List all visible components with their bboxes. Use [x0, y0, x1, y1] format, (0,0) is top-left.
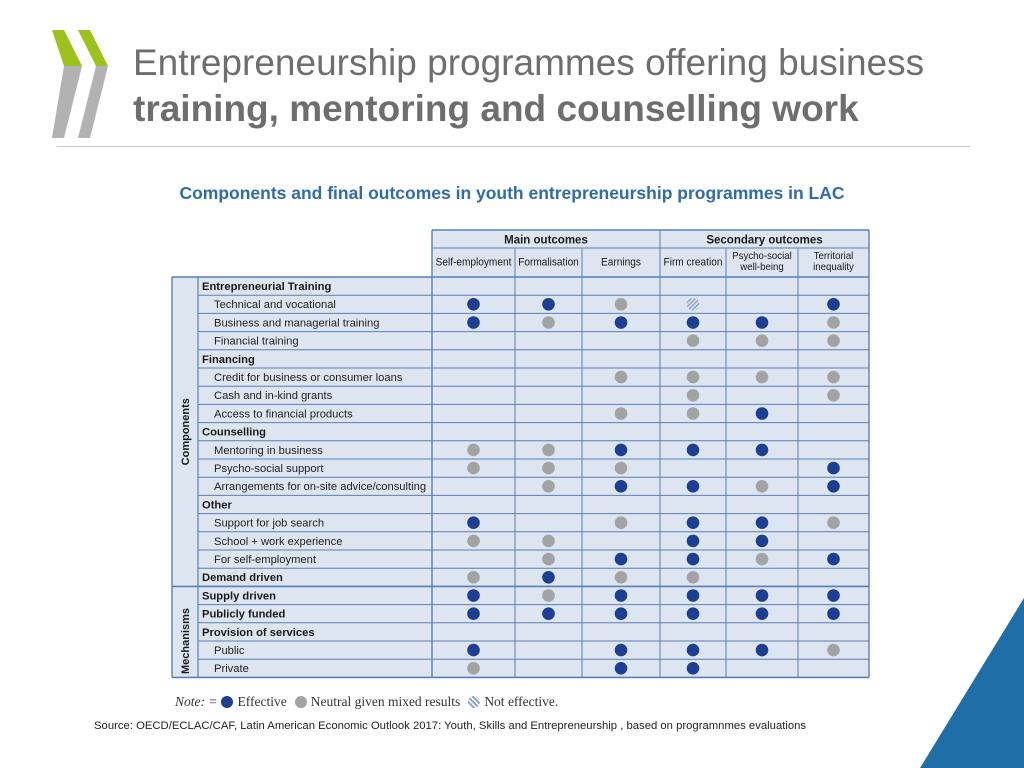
dot-effective: [756, 316, 769, 329]
dot-effective: [467, 316, 480, 329]
legend-item-not-effective: [464, 694, 558, 710]
dot-neutral: [467, 462, 480, 475]
dot-effective: [687, 535, 700, 548]
dot-effective: [827, 462, 840, 475]
table-row: [198, 495, 869, 513]
row-label: Other: [202, 499, 232, 512]
table-row: [198, 423, 869, 441]
side-group-label: Components: [180, 398, 192, 466]
dot-neutral: [542, 462, 555, 475]
dot-neutral: [756, 480, 769, 493]
dot-effective: [615, 607, 628, 620]
dot-neutral: [687, 371, 700, 384]
dot-effective: [687, 589, 700, 602]
dot-effective: [615, 644, 628, 657]
dot-effective: [615, 589, 628, 602]
row-label: School + work experience: [214, 535, 343, 548]
table-row: [198, 641, 869, 659]
row-label: Credit for business or consumer loans: [214, 372, 403, 384]
dot-neutral: [687, 407, 700, 420]
row-label: Supply driven: [202, 590, 276, 603]
row-label: Business and managerial training: [214, 317, 380, 330]
row-label: Entrepreneurial Training: [202, 281, 332, 293]
dot-effective: [687, 662, 700, 675]
dot-neutral: [542, 316, 555, 329]
dot-effective: [615, 444, 628, 457]
dot-effective: [467, 644, 480, 657]
dot-neutral: [542, 444, 555, 457]
dot-effective: [827, 298, 840, 311]
dot-effective: [467, 516, 480, 529]
dot-effective: [615, 662, 628, 675]
column-label: Psycho-social: [732, 250, 792, 263]
row-label: Public: [214, 645, 245, 657]
dot-effective: [467, 607, 480, 620]
dot-effective: [467, 298, 480, 311]
row-label: Access to financial products: [214, 408, 353, 421]
legend-label-not-effective: Not effective.: [484, 694, 559, 709]
row-label: Private: [214, 663, 249, 676]
dot-neutral: [827, 334, 840, 347]
row-label: Psycho-social support: [214, 463, 324, 475]
dot-effective: [687, 553, 700, 566]
column-label: Firm creation: [663, 256, 723, 269]
legend: [175, 693, 562, 711]
slide-title-line2: training, mentoring and counselling work: [133, 88, 859, 129]
legend-swatch-neutral: [295, 696, 307, 708]
row-label: Financing: [202, 353, 255, 366]
dot-neutral: [827, 389, 840, 402]
row-label: Publicly funded: [202, 608, 286, 621]
table-row: [198, 350, 869, 368]
dot-effective: [756, 516, 769, 529]
dot-effective: [756, 444, 769, 457]
row-label: Provision of services: [202, 626, 315, 639]
table-row: [198, 586, 869, 604]
dot-neutral: [687, 571, 700, 584]
dot-neutral: [467, 662, 480, 675]
column-label: well-being: [740, 261, 784, 274]
dot-effective: [687, 444, 700, 457]
dot-neutral: [827, 516, 840, 529]
dot-neutral: [542, 553, 555, 566]
dot-effective: [615, 553, 628, 566]
dot-not-effective: [687, 298, 700, 311]
column-group-label: Secondary outcomes: [706, 234, 823, 247]
dot-neutral: [615, 516, 628, 529]
dot-effective: [827, 607, 840, 620]
dot-effective: [467, 589, 480, 602]
dot-neutral: [687, 389, 700, 402]
legend-label-effective: Effective: [237, 694, 287, 709]
row-label: For self-employment: [214, 554, 316, 566]
table-row: [198, 659, 869, 677]
legend-prefix: Note: =: [175, 694, 218, 709]
column-label: Earnings: [601, 256, 641, 269]
row-label: Mentoring in business: [214, 444, 323, 457]
dot-neutral: [467, 535, 480, 548]
dot-neutral: [615, 371, 628, 384]
chart-title: Components and final outcomes in youth entrepreneurship programmes in LAC: [179, 183, 845, 203]
dot-effective: [687, 316, 700, 329]
dot-neutral: [756, 334, 769, 347]
table-row: [198, 605, 869, 623]
dot-neutral: [467, 444, 480, 457]
dot-effective: [827, 480, 840, 493]
dot-neutral: [467, 571, 480, 584]
column-label: inequality: [813, 261, 854, 274]
dot-neutral: [827, 371, 840, 384]
slide-title-line1: Entrepreneurship programmes offering business: [133, 42, 925, 83]
dot-neutral: [542, 535, 555, 548]
table-row: [198, 568, 869, 586]
dot-effective: [756, 589, 769, 602]
row-label: Cash and in-kind grants: [214, 390, 333, 403]
dot-neutral: [615, 571, 628, 584]
dot-neutral: [542, 589, 555, 602]
legend-swatch-effective: [221, 696, 233, 708]
dot-effective: [542, 298, 555, 311]
side-group-label: Mechanisms: [180, 607, 192, 675]
dot-effective: [615, 480, 628, 493]
legend-item-effective: [217, 694, 286, 710]
dot-effective: [687, 644, 700, 657]
dot-neutral: [615, 462, 628, 475]
table-row: [198, 332, 869, 350]
row-label: Counselling: [202, 426, 267, 439]
row-label: Arrangements for on-site advice/consulting: [214, 481, 427, 494]
column-label: Formalisation: [518, 256, 579, 269]
dot-neutral: [827, 316, 840, 329]
dot-neutral: [827, 644, 840, 657]
column-label: Self-employment: [435, 256, 512, 269]
dot-effective: [756, 644, 769, 657]
dot-neutral: [542, 480, 555, 493]
row-label: Financial training: [214, 335, 299, 348]
dot-effective: [687, 607, 700, 620]
dot-effective: [542, 607, 555, 620]
column-group-label: Main outcomes: [504, 234, 588, 247]
source-note: Source: OECD/ECLAC/CAF, Latin American Economic Outlook 2017: Youth, Skills and Entrepreneurship , based on programnmes evaluations: [94, 720, 807, 732]
row-label: Technical and vocational: [214, 299, 336, 312]
row-label: Demand driven: [202, 572, 283, 585]
dot-neutral: [687, 334, 700, 347]
dot-effective: [756, 535, 769, 548]
legend-label-neutral: Neutral given mixed results: [310, 694, 461, 709]
legend-swatch-not-effective: [468, 696, 480, 708]
legend-item-neutral: [291, 694, 461, 710]
dot-neutral: [615, 298, 628, 311]
dot-effective: [756, 407, 769, 420]
dot-effective: [827, 553, 840, 566]
dot-neutral: [756, 371, 769, 384]
column-label: Territorial: [813, 250, 854, 263]
dot-neutral: [756, 553, 769, 566]
row-label: Support for job search: [214, 517, 325, 530]
dot-effective: [827, 589, 840, 602]
dot-effective: [615, 316, 628, 329]
dot-effective: [542, 571, 555, 584]
dot-effective: [687, 480, 700, 493]
dot-effective: [687, 516, 700, 529]
dot-effective: [756, 607, 769, 620]
dot-neutral: [615, 407, 628, 420]
